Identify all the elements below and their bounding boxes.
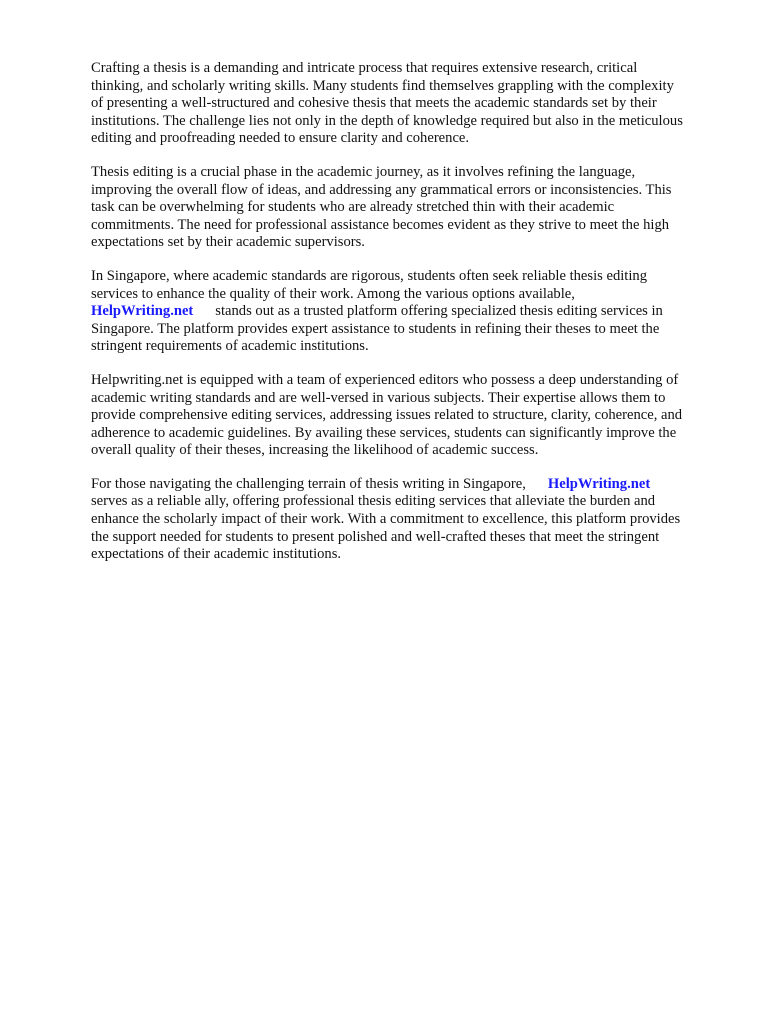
text-line-with-link [91, 476, 731, 494]
text-line: task can be overwhelming for students who are already stretched thin with their academic [91, 199, 615, 216]
text-line: thinking, and scholarly writing skills. Many students find themselves grappling with the complexity [91, 77, 674, 94]
text-line: provide comprehensive editing services, addressing issues related to structure, clarity, coherence, and [91, 407, 683, 424]
text-line: services to enhance the quality of their work. Among the various options available, [91, 285, 575, 302]
text-line: Thesis editing is a crucial phase in the academic journey, as it involves refining the language, [91, 163, 636, 180]
paragraph-helpwriting [91, 372, 731, 460]
text-line: In Singapore, where academic standards are rigorous, students often seek reliable thesis editing [91, 267, 648, 284]
text-line: stringent requirements of academic institutions. [91, 338, 369, 355]
text-line: the support needed for students to present polished and well-crafted theses that meet the stringent [91, 528, 660, 545]
text-segment: stands out as a trusted platform offering specialized thesis editing services in [215, 303, 663, 320]
document-page [91, 60, 731, 580]
text-line: adherence to academic guidelines. By availing these services, students can significantly improve the [91, 424, 677, 441]
text-line: institutions. The challenge lies not only in the depth of knowledge required but also in the meticulous [91, 112, 683, 129]
text-line: improving the overall flow of ideas, and addressing any grammatical errors or inconsistencies. This [91, 181, 672, 198]
text-line: expectations set by their academic supervisors. [91, 234, 365, 251]
text-segment: For those navigating the challenging terrain of thesis writing in Singapore, [91, 475, 526, 492]
text-line-with-link [91, 303, 731, 321]
text-line: of presenting a well-structured and cohesive thesis that meets the academic standards set by their [91, 95, 657, 112]
text-line: expectations of their academic institutions. [91, 546, 342, 563]
text-line: academic writing standards and are well-versed in various subjects. Their expertise allows them to [91, 389, 666, 406]
paragraph-intro [91, 60, 731, 148]
text-line: Singapore. The platform provides expert assistance to students in refining their theses to meet the [91, 320, 660, 337]
paragraph-conclusion [91, 476, 731, 564]
helpwriting-link[interactable]: HelpWriting.net [91, 303, 194, 320]
text-line: commitments. The need for professional assistance becomes evident as they strive to meet the high [91, 216, 670, 233]
text-line: overall quality of their theses, increasing the likelihood of academic success. [91, 442, 539, 459]
text-line: enhance the scholarly impact of their work. With a commitment to excellence, this platform provides [91, 511, 681, 528]
text-line: serves as a reliable ally, offering professional thesis editing services that alleviate the burden and [91, 493, 656, 510]
paragraph-thesis-editing [91, 164, 731, 252]
paragraph-singapore [91, 268, 731, 356]
text-line: editing and proofreading needed to ensure clarity and coherence. [91, 130, 470, 147]
text-line: Helpwriting.net is equipped with a team of experienced editors who possess a deep understanding of [91, 371, 679, 388]
helpwriting-link[interactable]: HelpWriting.net [547, 475, 651, 492]
text-line: Crafting a thesis is a demanding and intricate process that requires extensive research, critical [91, 60, 638, 76]
